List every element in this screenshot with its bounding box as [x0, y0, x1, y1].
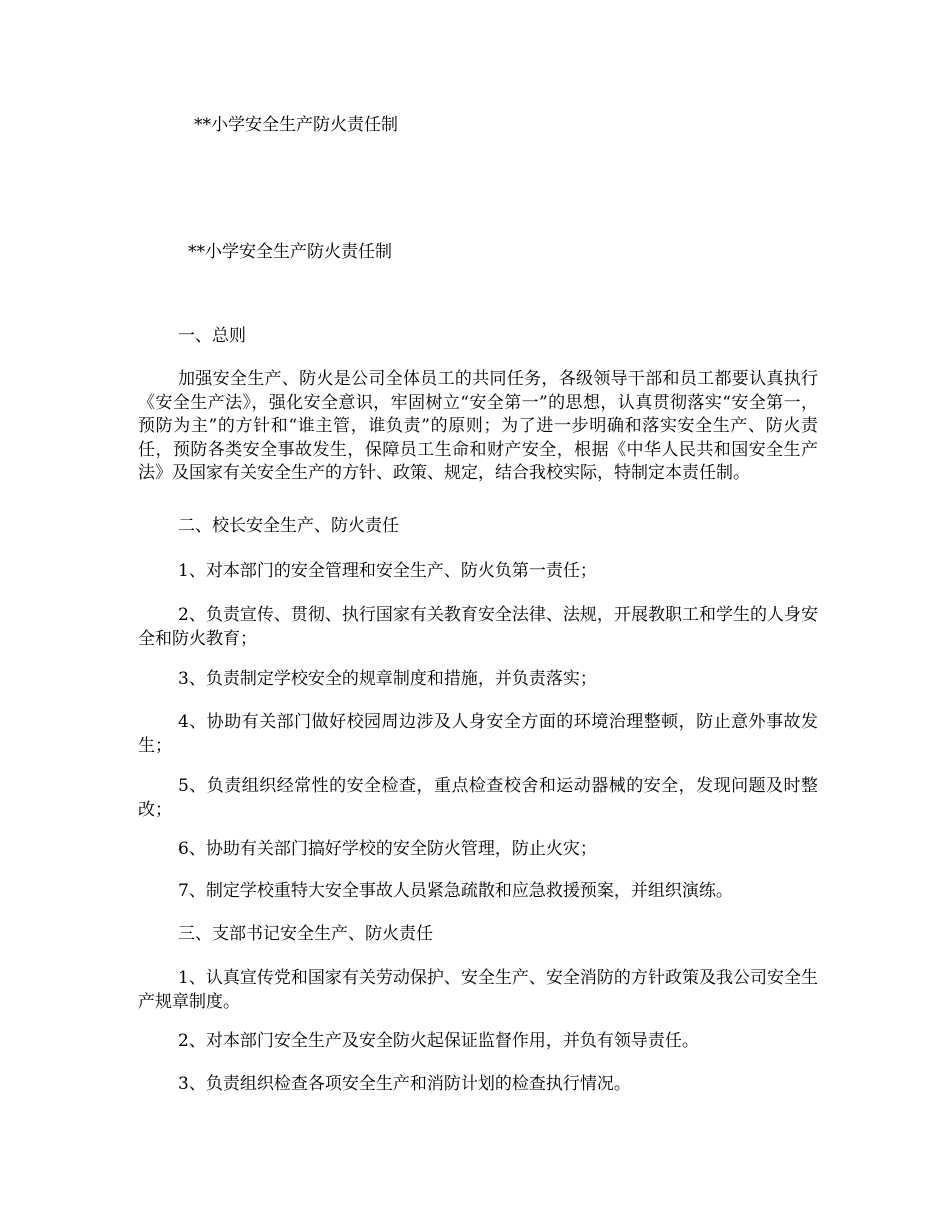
section-heading-secretary: 三、支部书记安全生产、防火责任: [178, 924, 433, 944]
section-heading-principal: 二、校长安全生产、防火责任: [178, 516, 399, 536]
list-item-principal-6: 6、协助有关部门搞好学校的安全防火管理，防止火灾；: [178, 839, 597, 859]
list-item-secretary-3: 3、负责组织检查各项安全生产和消防计划的检查执行情况。: [178, 1074, 631, 1094]
list-item-secretary-1: 1、认真宣传党和国家有关劳动保护、安全生产、安全消防的方针政策及我公司安全生产规章制度。: [138, 968, 818, 1012]
list-item-principal-5: 5、负责组织经常性的安全检查，重点检查校舍和运动器械的安全，发现问题及时整改；: [138, 776, 818, 820]
page-header-title: **小学安全生产防火责任制: [194, 115, 398, 135]
list-item-principal-4: 4、协助有关部门做好校园周边涉及人身安全方面的环境治理整顿，防止意外事故发生；: [138, 712, 818, 756]
list-item-principal-3: 3、负责制定学校安全的规章制度和措施，并负责落实；: [178, 669, 597, 689]
paragraph-general-intro: 加强安全生产、防火是公司全体员工的共同任务，各级领导干部和员工都要认真执行《安全生产法》，强化安全意识，牢固树立“安全第一”的思想，认真贯彻落实“安全第一，预防为主”的方针和“谁主管，谁负责”的原则；为了进一步明确和落实安全生产、防火责任，预防各类安全事故发生，保障员工生命和财产安全，根据《中华人民共和国安全生产法》及国家有关安全生产的方针、政策、规定，结合我校实际，特制定本责任制。: [138, 369, 818, 483]
list-item-principal-7: 7、制定学校重特大安全事故人员紧急疏散和应急救援预案，并组织演练。: [178, 881, 733, 901]
list-item-secretary-2: 2、对本部门安全生产及安全防火起保证监督作用，并负有领导责任。: [178, 1031, 699, 1051]
list-item-principal-1: 1、对本部门的安全管理和安全生产、防火负第一责任；: [178, 561, 597, 581]
section-heading-general: 一、总则: [178, 326, 246, 346]
list-item-principal-2: 2、负责宣传、贯彻、执行国家有关教育安全法律、法规，开展教职工和学生的人身安全和防火教育；: [138, 605, 818, 649]
document-title: **小学安全生产防火责任制: [188, 242, 392, 262]
